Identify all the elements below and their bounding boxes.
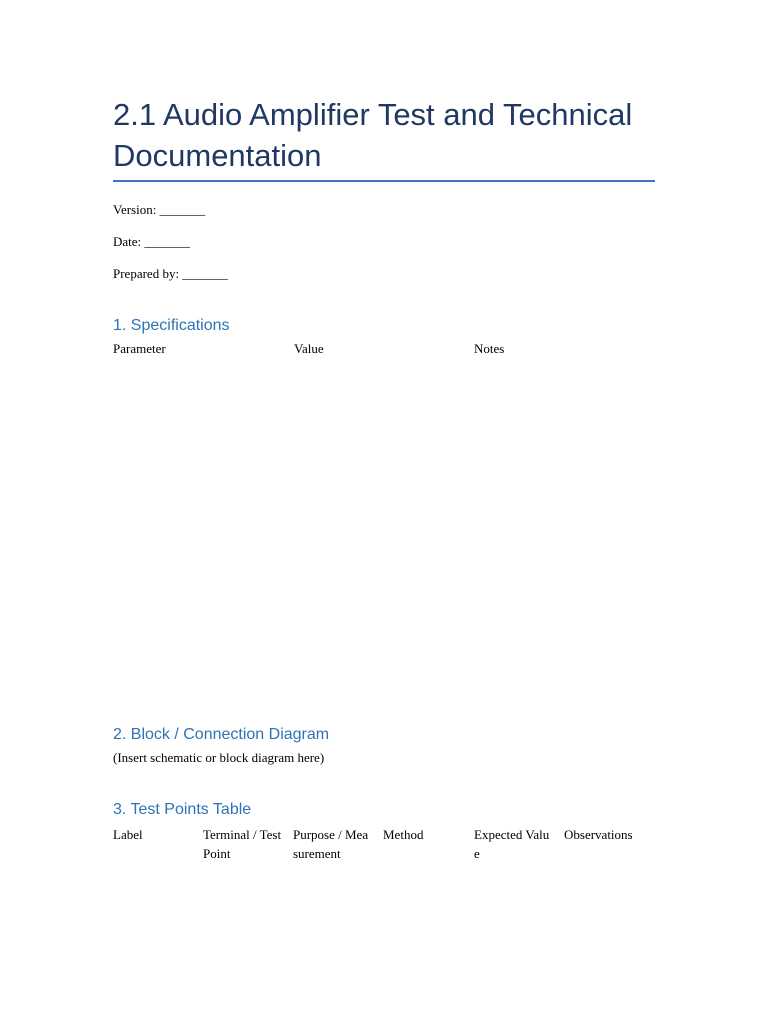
tp-column-observations: Observations — [564, 827, 633, 842]
tp-column-label: Label — [113, 827, 143, 842]
tp-column-purpose: Purpose / Measurement — [293, 827, 369, 861]
version-line: Version: _______ — [113, 202, 206, 217]
spec-column-parameter: Parameter — [113, 341, 166, 356]
specifications-heading: 1. Specifications — [113, 317, 230, 334]
title-underline — [113, 180, 655, 182]
document-title: 2.1 Audio Amplifier Test and Technical Documentation — [113, 97, 633, 173]
tp-column-terminal: Terminal / Test Point — [203, 827, 282, 861]
date-line: Date: _______ — [113, 234, 190, 249]
test-points-heading: 3. Test Points Table — [113, 801, 252, 818]
diagram-placeholder: (Insert schematic or block diagram here) — [113, 750, 325, 765]
block-diagram-heading: 2. Block / Connection Diagram — [113, 726, 330, 743]
spec-column-value: Value — [294, 341, 324, 356]
spec-column-notes: Notes — [474, 341, 505, 356]
prepared-by-line: Prepared by: _______ — [113, 266, 228, 281]
tp-column-method: Method — [383, 827, 424, 842]
tp-column-expected-value: Expected Value — [474, 827, 550, 861]
